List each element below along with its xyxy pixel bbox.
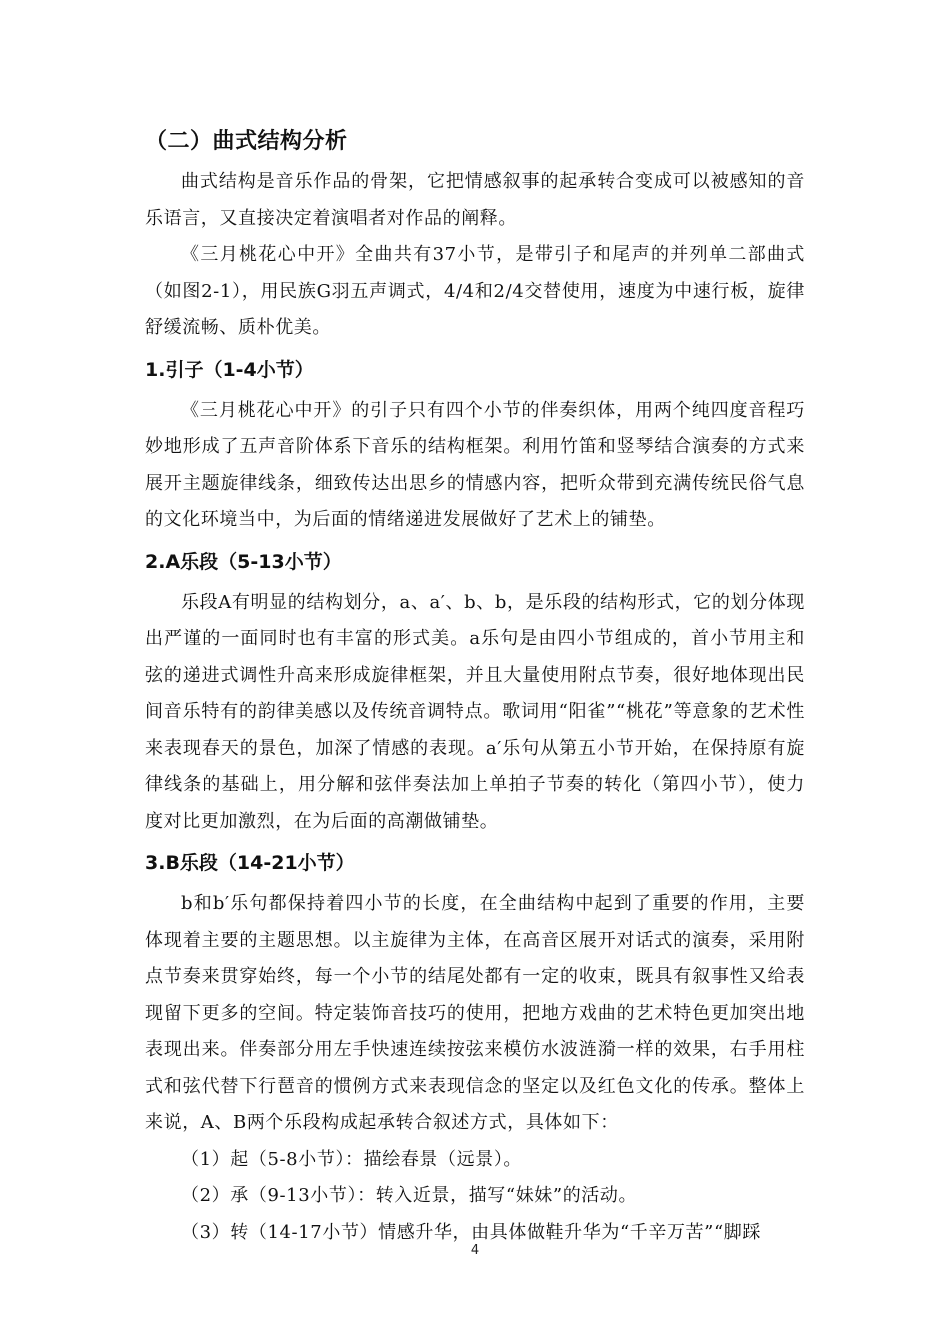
body-paragraph: 《三月桃花心中开》的引子只有四个小节的伴奏织体，用两个纯四度音程巧妙地形成了五声音阶体系下音乐的结构框架。利用竹笛和竖琴结合演奏的方式来展开主题旋律线条，细致传达出思乡的情感内容，把听众带到充满传统民俗气息的文化环境当中，为后面的情绪递进发展做好了艺术上的铺垫。 — [145, 399, 805, 530]
section-title: （二）曲式结构分析 — [145, 129, 348, 154]
list-item: （2）承（9-13小节）：转入近景，描写“妹妹”的活动。 — [181, 1185, 638, 1206]
page-number: 4 — [470, 1243, 480, 1258]
page-content — [145, 120, 805, 1251]
subsection-title-part-b: 3.B乐段（14-21小节） — [145, 852, 355, 874]
body-paragraph: 《三月桃花心中开》全曲共有37小节，是带引子和尾声的并列单二部曲式（如图2-1），用民族G羽五声调式，4/4和2/4交替使用，速度为中速行板，旋律舒缓流畅、质朴优美。 — [145, 244, 805, 338]
subsection-title-intro: 1.引子（1-4小节） — [145, 358, 314, 381]
list-item: （1）起（5-8小节）：描绘春景（远景）。 — [181, 1148, 523, 1170]
body-paragraph: 乐段A有明显的结构划分，a、a′、b、b，是乐段的结构形式，它的划分体现出严谨的一面同时也有丰富的形式美。a乐句是由四小节组成的，首小节用主和弦的递进式调性升高来形成旋律框架，并且大量使用附点节奏，很好地体现出民间音乐特有的韵律美感以及传统音调特点。歌词用“阳雀”“桃花”等意象的艺术性来表现春天的景色，加深了情感的表现。a′乐句从第五小节开始，在保持原有旋律线条的基础上，用分解和弦伴奏法加上单拍子节奏的转化（第四小节），使力度对比更加激烈，在为后面的高潮做铺垫。 — [145, 591, 805, 832]
body-paragraph: b和b′乐句都保持着四小节的长度，在全曲结构中起到了重要的作用，主要体现着主要的主题思想。以主旋律为主体，在高音区展开对话式的演奏，采用附点节奏来贯穿始终，每一个小节的结尾处都有一定的收束，既具有叙事性又给表现留下更多的空间。特定装饰音技巧的使用，把地方戏曲的艺术特色更加突出地表现出来。伴奏部分用左手快速连续按弦来模仿水波涟漪一样的效果，右手用柱式和弦代替下行琶音的惯例方式来表现信念的坚定以及红色文化的传承。整体上来说，A、B两个乐段构成起承转合叙述方式，具体如下： — [145, 893, 805, 1133]
subsection-title-part-a: 2.A乐段（5-13小节） — [145, 550, 342, 573]
body-paragraph: 曲式结构是音乐作品的骨架，它把情感叙事的起承转合变成可以被感知的音乐语言，又直接决定着演唱者对作品的阐释。 — [145, 171, 805, 229]
list-item: （3）转（14-17小节）情感升华，由具体做鞋升华为“千辛万苦”“脚踩 — [181, 1221, 761, 1243]
